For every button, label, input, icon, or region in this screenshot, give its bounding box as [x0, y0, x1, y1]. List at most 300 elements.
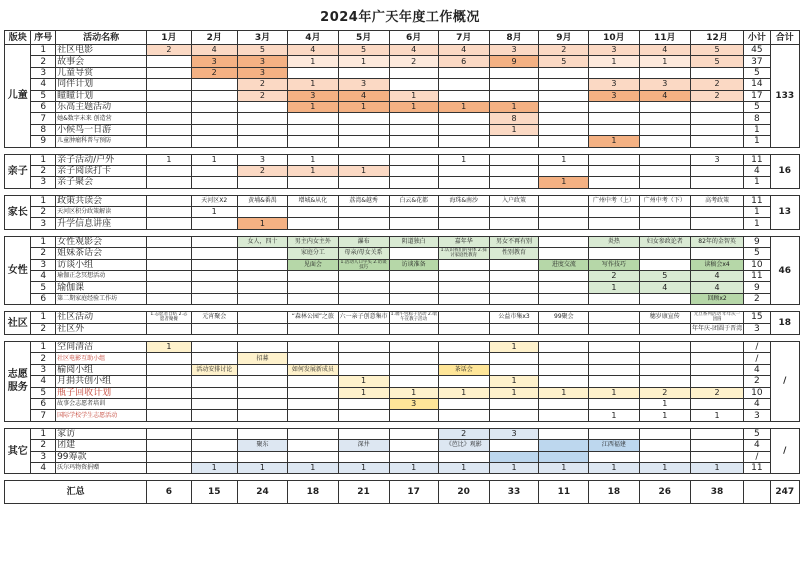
month-cell — [288, 113, 338, 124]
month-cell — [589, 67, 639, 78]
row-number: 1 — [31, 312, 56, 323]
section-total: 16 — [770, 154, 799, 188]
month-cell: 1 — [539, 462, 589, 473]
separator-cell — [338, 334, 389, 341]
table-row — [5, 236, 800, 247]
row-subtotal: 1 — [744, 124, 770, 135]
table-row — [5, 136, 800, 147]
table-row — [5, 410, 800, 421]
row-number: 4 — [31, 376, 56, 387]
month-cell: 男主内女主外 — [288, 236, 338, 247]
row-number: 7 — [31, 410, 56, 421]
row-number: 4 — [31, 462, 56, 473]
month-cell — [389, 271, 438, 282]
section-label: 女性 — [5, 236, 31, 304]
month-cell — [147, 67, 191, 78]
month-cell: 聚东 — [237, 440, 287, 451]
month-cell: 3 — [389, 398, 438, 409]
month-cell — [338, 67, 389, 78]
month-cell: 3 — [191, 56, 237, 67]
summary-month-total: 21 — [338, 481, 389, 504]
separator-cell — [489, 334, 539, 341]
month-cell — [589, 341, 639, 352]
month-cell — [338, 323, 389, 334]
row-subtotal: 1 — [744, 207, 770, 218]
separator-cell — [237, 421, 287, 428]
month-cell — [389, 124, 438, 135]
row-subtotal: 2 — [744, 376, 770, 387]
month-cell — [438, 451, 489, 462]
row-subtotal: 11 — [744, 271, 770, 282]
activity-name: 她&数字未来 创造营 — [56, 113, 147, 124]
month-cell: 3 — [288, 90, 338, 101]
month-cell: 入户政策 — [489, 195, 539, 206]
summary-month-total: 11 — [539, 481, 589, 504]
month-cell: 访谈准备 — [389, 259, 438, 270]
separator-cell — [389, 305, 438, 312]
month-cell — [147, 462, 191, 473]
month-cell — [147, 56, 191, 67]
month-cell — [389, 364, 438, 375]
month-cell — [690, 248, 743, 259]
column-header: 版块 — [5, 31, 31, 45]
separator-cell — [690, 188, 743, 195]
row-number: 6 — [31, 293, 56, 304]
activity-name: 家访 — [56, 428, 147, 439]
month-cell — [639, 293, 690, 304]
row-number: 3 — [31, 67, 56, 78]
activity-name: 亲子聚会 — [56, 177, 147, 188]
month-cell: 1 — [288, 462, 338, 473]
row-subtotal: 3 — [744, 410, 770, 421]
month-cell: 3 — [489, 45, 539, 56]
month-cell: 2 — [147, 45, 191, 56]
month-cell — [589, 312, 639, 323]
month-cell — [147, 195, 191, 206]
month-cell — [690, 428, 743, 439]
summary-month-total: 33 — [489, 481, 539, 504]
separator-cell — [539, 147, 589, 154]
table-row — [5, 293, 800, 304]
separator-cell — [438, 421, 489, 428]
month-cell: 活动安排讨论 — [191, 364, 237, 375]
month-cell — [438, 293, 489, 304]
month-cell — [539, 282, 589, 293]
row-number: 6 — [31, 101, 56, 112]
separator-cell — [639, 421, 690, 428]
month-cell — [438, 113, 489, 124]
month-cell: 9 — [489, 56, 539, 67]
month-cell — [237, 387, 287, 398]
month-cell — [338, 271, 389, 282]
separator-cell — [539, 229, 589, 236]
month-cell — [191, 165, 237, 176]
month-cell: 公益市集x3 — [489, 312, 539, 323]
month-cell — [288, 207, 338, 218]
month-cell: 元宵聚会 — [191, 312, 237, 323]
activity-name: 沃尔玛物资捐赠 — [56, 462, 147, 473]
month-cell: 瀑布 — [338, 236, 389, 247]
month-cell: 1 — [338, 165, 389, 176]
summary-month-total: 24 — [237, 481, 287, 504]
month-cell: 5 — [237, 45, 287, 56]
row-subtotal: 8 — [744, 113, 770, 124]
activity-name: 儿童导赏 — [56, 67, 147, 78]
month-cell: 1 — [288, 79, 338, 90]
separator-cell — [770, 334, 799, 341]
separator-cell — [237, 474, 287, 481]
column-header: 3月 — [237, 31, 287, 45]
month-cell: 4 — [389, 45, 438, 56]
separator-cell — [147, 305, 191, 312]
month-cell: 女人，四十 — [237, 236, 287, 247]
table-row — [5, 218, 800, 229]
month-cell — [489, 136, 539, 147]
activity-name: 第二期家庭经验工作坊 — [56, 293, 147, 304]
month-cell — [438, 218, 489, 229]
separator-cell — [589, 334, 639, 341]
separator-cell — [639, 188, 690, 195]
month-cell — [389, 79, 438, 90]
separator-cell — [589, 305, 639, 312]
month-cell — [690, 177, 743, 188]
month-cell: 写作技巧 — [589, 259, 639, 270]
month-cell — [589, 451, 639, 462]
month-cell: 3 — [589, 45, 639, 56]
month-cell — [389, 218, 438, 229]
month-cell — [639, 428, 690, 439]
separator-cell — [539, 421, 589, 428]
month-cell — [191, 398, 237, 409]
month-cell — [288, 440, 338, 451]
separator-cell — [438, 188, 489, 195]
month-cell: 1 — [338, 56, 389, 67]
row-subtotal: 37 — [744, 56, 770, 67]
separator-cell — [5, 421, 31, 428]
table-row — [5, 248, 800, 259]
month-cell — [639, 323, 690, 334]
row-subtotal: 14 — [744, 79, 770, 90]
month-cell — [389, 440, 438, 451]
month-cell — [389, 323, 438, 334]
month-cell — [438, 323, 489, 334]
activity-name: 故事会志愿者培训 — [56, 398, 147, 409]
month-cell — [191, 323, 237, 334]
month-cell — [690, 124, 743, 135]
month-cell — [147, 398, 191, 409]
month-cell: 1 — [191, 154, 237, 165]
section-label: 家长 — [5, 195, 31, 229]
activity-name: 故事会 — [56, 56, 147, 67]
month-cell: 性别教育 — [489, 248, 539, 259]
month-cell — [438, 398, 489, 409]
row-subtotal: / — [744, 451, 770, 462]
month-cell — [237, 271, 287, 282]
month-cell: 元旦系列活动 年年庆一团圆 — [690, 312, 743, 323]
month-cell: 2 — [191, 67, 237, 78]
month-cell: 海珠&南沙 — [438, 195, 489, 206]
activity-name: 社区活动 — [56, 312, 147, 323]
month-cell: 1 — [389, 387, 438, 398]
month-cell — [690, 440, 743, 451]
month-cell — [237, 312, 287, 323]
row-subtotal: 5 — [744, 248, 770, 259]
month-cell: 家庭分工 — [288, 248, 338, 259]
separator-cell — [389, 334, 438, 341]
month-cell: 天河区X2 — [191, 195, 237, 206]
activity-name: 瞳瞳计划 — [56, 90, 147, 101]
month-cell: 六一亲子创意集市 — [338, 312, 389, 323]
month-cell — [237, 376, 287, 387]
month-cell — [690, 341, 743, 352]
month-cell: 见面会 — [288, 259, 338, 270]
month-cell — [639, 218, 690, 229]
activity-name: 瑜伽课 — [56, 282, 147, 293]
month-cell — [338, 293, 389, 304]
month-cell — [389, 154, 438, 165]
month-cell — [539, 113, 589, 124]
table-row — [5, 67, 800, 78]
month-cell — [539, 218, 589, 229]
month-cell: 3 — [589, 79, 639, 90]
month-cell — [338, 451, 389, 462]
month-cell: 4 — [690, 271, 743, 282]
month-cell — [338, 124, 389, 135]
activity-name: 社区外 — [56, 323, 147, 334]
row-subtotal: 4 — [744, 440, 770, 451]
month-cell — [191, 124, 237, 135]
activity-name: 同伴计划 — [56, 79, 147, 90]
month-cell — [438, 79, 489, 90]
table-row — [5, 56, 800, 67]
separator-cell — [147, 334, 191, 341]
summary-subtotal-blank — [744, 481, 770, 504]
separator-cell — [237, 229, 287, 236]
month-cell: 4 — [639, 45, 690, 56]
month-cell: 1 — [288, 165, 338, 176]
activity-name: 瑜伽正念冥想活动 — [56, 271, 147, 282]
separator-cell — [639, 474, 690, 481]
month-cell — [539, 376, 589, 387]
row-subtotal: 4 — [744, 165, 770, 176]
month-cell — [489, 398, 539, 409]
month-cell — [639, 353, 690, 364]
month-cell — [338, 113, 389, 124]
activity-name: 榆阅小组 — [56, 364, 147, 375]
month-cell — [147, 376, 191, 387]
section-total: / — [770, 341, 799, 421]
month-cell — [191, 451, 237, 462]
month-cell — [639, 154, 690, 165]
section-label: 其它 — [5, 428, 31, 474]
month-cell — [438, 312, 489, 323]
month-cell: 1 — [147, 341, 191, 352]
month-cell: 5 — [539, 56, 589, 67]
month-cell — [438, 165, 489, 176]
separator-cell — [191, 229, 237, 236]
table-row — [5, 101, 800, 112]
month-cell: 高考政策 — [690, 195, 743, 206]
month-cell — [147, 293, 191, 304]
month-cell: 炎热 — [589, 236, 639, 247]
month-cell: 1 — [690, 410, 743, 421]
row-number: 2 — [31, 353, 56, 364]
month-cell — [589, 376, 639, 387]
month-cell: 4 — [191, 45, 237, 56]
column-header: 8月 — [489, 31, 539, 45]
month-cell — [389, 113, 438, 124]
separator-cell — [770, 305, 799, 312]
month-cell: 回顾x2 — [690, 293, 743, 304]
separator-cell — [539, 474, 589, 481]
month-cell: 1 — [489, 124, 539, 135]
month-cell — [389, 177, 438, 188]
separator-cell — [288, 188, 338, 195]
month-cell — [338, 341, 389, 352]
month-cell — [489, 353, 539, 364]
month-cell: 1 — [489, 341, 539, 352]
month-cell — [338, 410, 389, 421]
month-cell — [438, 177, 489, 188]
month-cell: 妇女参政论者 — [639, 236, 690, 247]
separator-cell — [237, 188, 287, 195]
table-row — [5, 398, 800, 409]
month-cell: 阴道独白 — [389, 236, 438, 247]
month-cell: 1 — [589, 387, 639, 398]
separator-cell — [438, 305, 489, 312]
month-cell: 如何发展新成员 — [288, 364, 338, 375]
separator-cell — [5, 147, 31, 154]
month-cell — [639, 113, 690, 124]
month-cell — [191, 282, 237, 293]
separator-cell — [744, 305, 770, 312]
separator-cell — [147, 421, 191, 428]
month-cell: 《芭比》观影 — [438, 440, 489, 451]
separator-cell — [288, 421, 338, 428]
month-cell — [237, 207, 287, 218]
column-header: 10月 — [589, 31, 639, 45]
row-number: 1 — [31, 428, 56, 439]
month-cell: 1 — [237, 462, 287, 473]
month-cell — [639, 101, 690, 112]
month-cell — [539, 428, 589, 439]
column-header: 小计 — [744, 31, 770, 45]
month-cell: 1 — [147, 154, 191, 165]
row-number: 2 — [31, 165, 56, 176]
month-cell — [288, 323, 338, 334]
month-cell: 年年庆-团圆于晋湾 — [690, 323, 743, 334]
month-cell: 2 — [237, 165, 287, 176]
row-number: 5 — [31, 90, 56, 101]
month-cell — [539, 79, 589, 90]
month-cell — [539, 236, 589, 247]
row-number: 1 — [31, 341, 56, 352]
month-cell — [438, 124, 489, 135]
month-cell: 1 — [438, 101, 489, 112]
separator-cell — [589, 188, 639, 195]
table-row — [5, 364, 800, 375]
separator-cell — [147, 188, 191, 195]
month-cell — [389, 410, 438, 421]
month-cell: 1 — [639, 462, 690, 473]
month-cell — [589, 177, 639, 188]
month-cell: 1 — [438, 154, 489, 165]
month-cell — [147, 353, 191, 364]
separator-cell — [389, 421, 438, 428]
separator-cell — [288, 229, 338, 236]
month-cell: 4 — [639, 282, 690, 293]
row-number: 7 — [31, 113, 56, 124]
section-total: 18 — [770, 312, 799, 335]
month-cell — [147, 282, 191, 293]
month-cell — [237, 293, 287, 304]
month-cell: 1 — [539, 177, 589, 188]
month-cell — [191, 177, 237, 188]
month-cell — [237, 410, 287, 421]
month-cell — [338, 218, 389, 229]
separator-cell — [690, 334, 743, 341]
month-cell — [438, 271, 489, 282]
separator-cell — [56, 188, 147, 195]
month-cell: 3 — [639, 79, 690, 90]
month-cell — [389, 136, 438, 147]
row-number: 2 — [31, 248, 56, 259]
month-cell: 1 — [639, 56, 690, 67]
month-cell: 2 — [690, 90, 743, 101]
month-cell: 2 — [690, 387, 743, 398]
separator-cell — [489, 474, 539, 481]
month-cell: 1 — [338, 376, 389, 387]
month-cell: 2 — [539, 45, 589, 56]
month-cell — [438, 90, 489, 101]
section-separator — [5, 229, 800, 236]
month-cell — [589, 248, 639, 259]
separator-cell — [237, 305, 287, 312]
month-cell — [438, 136, 489, 147]
month-cell — [389, 376, 438, 387]
month-cell — [539, 451, 589, 462]
row-number: 4 — [31, 79, 56, 90]
separator-cell — [288, 474, 338, 481]
month-cell: 1.认识我们的身体 2.探讨家庭性教育 — [438, 248, 489, 259]
month-cell — [237, 136, 287, 147]
section-separator — [5, 188, 800, 195]
separator-cell — [288, 147, 338, 154]
month-cell — [389, 293, 438, 304]
activity-name: 国际学校学生志愿活动 — [56, 410, 147, 421]
summary-month-total: 20 — [438, 481, 489, 504]
month-cell — [489, 79, 539, 90]
row-number: 1 — [31, 236, 56, 247]
month-cell — [389, 67, 438, 78]
table-row — [5, 376, 800, 387]
month-cell — [389, 165, 438, 176]
month-cell — [639, 207, 690, 218]
separator-cell — [147, 147, 191, 154]
month-cell — [489, 323, 539, 334]
month-cell: 1 — [539, 387, 589, 398]
column-header: 1月 — [147, 31, 191, 45]
separator-cell — [438, 474, 489, 481]
month-cell — [191, 428, 237, 439]
separator-cell — [690, 421, 743, 428]
month-cell — [539, 90, 589, 101]
month-cell: 母亲/母女关系 — [338, 248, 389, 259]
separator-cell — [589, 474, 639, 481]
month-cell — [589, 207, 639, 218]
month-cell — [147, 440, 191, 451]
month-cell — [191, 218, 237, 229]
